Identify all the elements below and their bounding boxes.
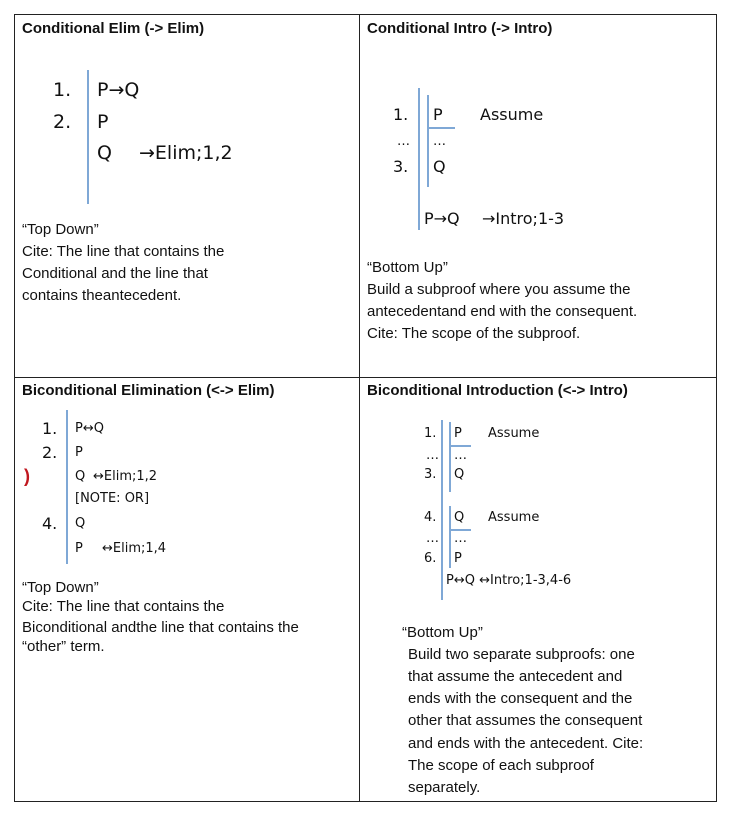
- ellipsis: …: [454, 448, 467, 463]
- ellipsis: …: [397, 134, 410, 149]
- proof-justification: →Intro;1-3: [482, 209, 565, 228]
- outer-scope-bar: [441, 420, 443, 600]
- description-line: Biconditional andthe line that contains the: [22, 619, 299, 636]
- proof-scope-bar: [66, 410, 68, 564]
- ellipsis: …: [433, 134, 446, 149]
- description-line: Build a subproof where you assume the: [367, 281, 631, 298]
- column-divider: [359, 15, 360, 801]
- line-number: 2.: [42, 443, 58, 462]
- subproof-1-scope-bar: [449, 422, 451, 492]
- subproof-2-scope-bar: [449, 506, 451, 568]
- proof-justification: →Elim;1,2: [139, 142, 233, 164]
- description-line: separately.: [408, 779, 481, 796]
- note-text: [NOTE: OR]: [75, 491, 150, 506]
- description-line: contains theantecedent.: [22, 287, 182, 304]
- proof-formula: P: [454, 551, 462, 566]
- proof-justification: ↔Elim;1,4: [102, 541, 167, 556]
- line-number: 4.: [42, 514, 58, 533]
- proof-justification: Assume: [488, 510, 540, 525]
- cell-header: Conditional Elim (-> Elim): [22, 20, 205, 37]
- line-number: 3.: [424, 467, 437, 482]
- ellipsis: …: [426, 531, 439, 546]
- description-line: that assume the antecedent and: [408, 668, 623, 685]
- description-line: The scope of each subproof: [408, 757, 594, 774]
- proof-formula: P↔Q: [75, 421, 104, 436]
- line-number: 1.: [42, 419, 58, 438]
- description-line: ends with the consequent and the: [408, 690, 633, 707]
- proof-formula: Q: [75, 516, 86, 531]
- proof-formula: Q: [75, 469, 86, 484]
- ellipsis: …: [454, 531, 467, 546]
- assumption-line: [427, 127, 455, 129]
- proof-formula: P: [75, 445, 83, 460]
- description-line: Conditional and the line that: [22, 265, 208, 282]
- proof-justification: ↔Elim;1,2: [93, 469, 158, 484]
- proof-scope-bar: [87, 70, 89, 204]
- cell-header: Biconditional Elimination (<-> Elim): [22, 382, 275, 399]
- description-line: antecedentand end with the consequent.: [367, 303, 638, 320]
- outer-scope-bar: [418, 88, 420, 230]
- line-number: 2.: [53, 111, 72, 133]
- red-bracket-mark: ): [24, 466, 30, 486]
- description-title: “Top Down”: [22, 221, 99, 238]
- line-number: 3.: [393, 157, 409, 176]
- description-line: and ends with the antecedent. Cite:: [408, 735, 644, 752]
- proof-formula: Q: [433, 157, 446, 176]
- proof-formula: P: [75, 541, 83, 556]
- proof-justification: Assume: [488, 426, 540, 441]
- proof-formula: P: [454, 426, 462, 441]
- line-number: 1.: [53, 79, 72, 101]
- line-number: 1.: [424, 426, 437, 441]
- description-line: other that assumes the consequent: [408, 712, 643, 729]
- proof-conclusion: P↔Q ↔Intro;1-3,4-6: [446, 573, 572, 588]
- description-line: “other” term.: [22, 638, 105, 655]
- proof-formula: P→Q: [424, 209, 460, 228]
- line-number: 6.: [424, 551, 437, 566]
- proof-formula: P: [433, 105, 443, 124]
- assumption-line: [449, 445, 471, 447]
- proof-formula: P: [97, 111, 109, 133]
- cell-header: Biconditional Introduction (<-> Intro): [367, 382, 628, 399]
- proof-formula: Q: [454, 467, 465, 482]
- proof-formula: P→Q: [97, 79, 140, 101]
- line-number: 4.: [424, 510, 437, 525]
- cell-header: Conditional Intro (-> Intro): [367, 20, 553, 37]
- proof-justification: Assume: [480, 105, 544, 124]
- line-number: 1.: [393, 105, 409, 124]
- description-title: “Bottom Up”: [367, 259, 448, 276]
- description-line: Build two separate subproofs: one: [408, 646, 635, 663]
- description-line: Cite: The line that contains the: [22, 598, 225, 615]
- ellipsis: …: [426, 448, 439, 463]
- description-title: “Top Down”: [22, 579, 99, 596]
- proof-formula: Q: [97, 142, 112, 164]
- proof-formula: Q: [454, 510, 465, 525]
- description-line: Cite: The scope of the subproof.: [367, 325, 581, 342]
- subproof-scope-bar: [427, 95, 429, 187]
- row-divider: [15, 377, 716, 378]
- description-title: “Bottom Up”: [402, 624, 483, 641]
- description-line: Cite: The line that contains the: [22, 243, 225, 260]
